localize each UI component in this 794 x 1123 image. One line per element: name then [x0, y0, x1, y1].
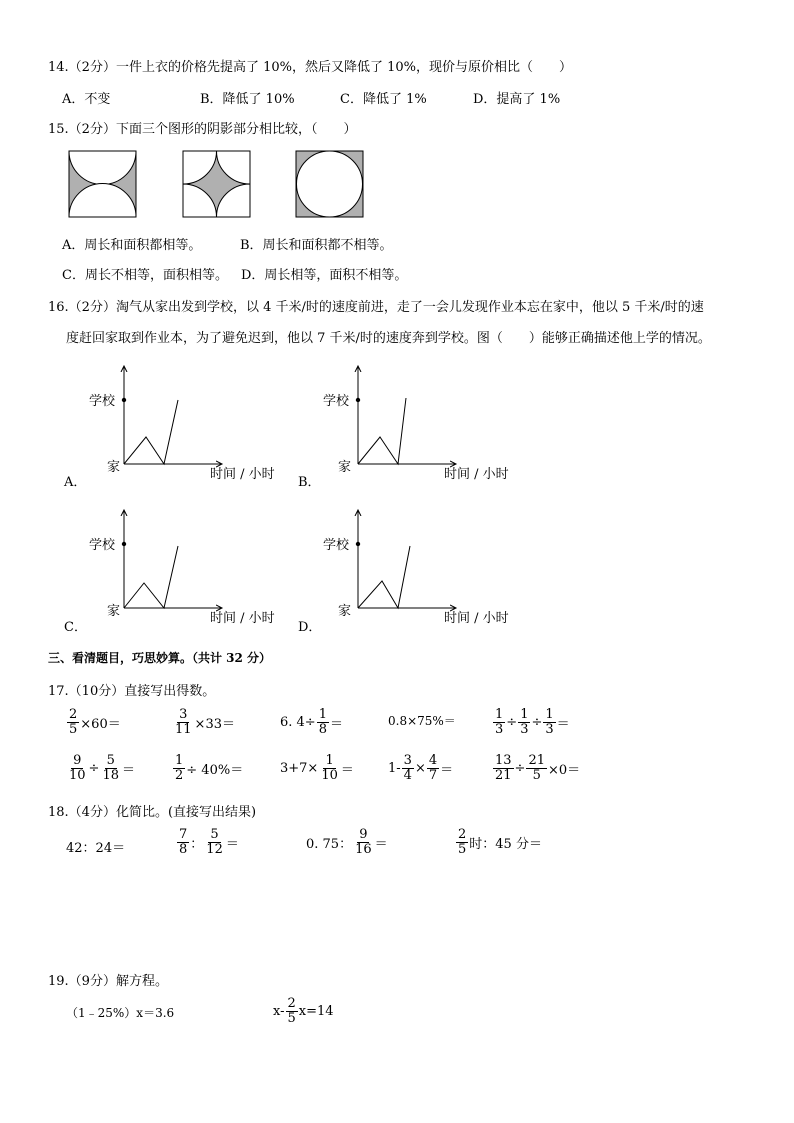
q17-r2-a: $\frac{9}{10}$ ÷ $\frac{5}{18}$ ＝: [69, 753, 136, 783]
q15-option-c: C．周长不相等，面积相等。: [62, 268, 228, 283]
q15-option-b: B．周长和面积都不相等。: [240, 238, 393, 253]
graph-a-origin-label: 家: [107, 460, 121, 475]
q17-r1-a: $\frac{2}{5}$ ×60＝: [69, 707, 121, 737]
figure-four-quarter-circles: [182, 150, 252, 218]
q19-b: x- $\frac{2}{5}$ x=14: [273, 996, 334, 1026]
q14-option-c: C．降低了 1%: [340, 92, 427, 107]
q17-r2-e: $\frac{13}{21}$ ÷ $\frac{21}{5}$ ×0＝: [495, 753, 581, 783]
graph-a-y-label: 学校: [89, 394, 116, 409]
q19-stem: 19.（9分）解方程。: [48, 974, 168, 989]
q17-r2-b: $\frac{1}{2}$ ÷ 40%＝: [175, 753, 244, 783]
q14-stem: 14.（2分）一件上衣的价格先提高了 10%，然后又降低了 10%，现价与原价相比（ ）: [48, 60, 572, 75]
graph-b-x-label: 时间 / 小时: [444, 467, 509, 482]
q17-r1-d: 0.8×75%＝: [388, 714, 456, 728]
q17-r1-e: $\frac{1}{3}$ ÷ $\frac{1}{3}$ ÷ $\frac{1}{3}$ ＝: [495, 707, 570, 737]
q14-option-b: B．降低了 10%: [200, 92, 295, 107]
graph-d: [320, 502, 540, 632]
graph-c-option-label: C．: [64, 620, 87, 635]
graph-d-y-label: 学校: [323, 538, 350, 553]
q15-option-a: A．周长和面积都相等。: [62, 238, 202, 253]
graph-d-x-label: 时间 / 小时: [444, 611, 509, 626]
graph-a: [86, 358, 306, 488]
q17-r2-d: 1- $\frac{3}{4}$ × $\frac{4}{7}$ ＝: [388, 753, 454, 783]
graph-d-origin-label: 家: [338, 604, 352, 619]
graph-c-origin-label: 家: [107, 604, 121, 619]
graph-c-y-label: 学校: [89, 538, 116, 553]
q15-stem: 15.（2分）下面三个图形的阴影部分相比较，（ ）: [48, 122, 357, 137]
q14-option-d: D．提高了 1%: [473, 92, 561, 107]
graph-b-option-label: B．: [298, 475, 321, 490]
figure-two-semicircles: [68, 150, 138, 218]
graph-b-y-label: 学校: [323, 394, 350, 409]
q17-r2-c: 3+7× $\frac{1}{10}$ ＝: [280, 753, 354, 783]
q17-r1-c: 6. 4÷ $\frac{1}{8}$ ＝: [280, 707, 343, 737]
q17-stem: 17.（10分）直接写出得数。: [48, 684, 216, 699]
graph-c-x-label: 时间 / 小时: [210, 611, 275, 626]
q18-a: 42：24＝: [66, 841, 126, 856]
figure-inscribed-circle: [295, 150, 365, 218]
q14-option-a: A．不变: [62, 92, 111, 107]
q15-option-d: D．周长相等，面积不相等。: [241, 268, 408, 283]
q18-d: $\frac{2}{5}$ 时：45 分＝: [458, 827, 542, 857]
graph-b: [320, 358, 540, 488]
section-3-heading: 三、看清题目，巧思妙算。（共计 32 分）: [48, 651, 272, 665]
q18-stem: 18.（4分）化简比。(直接写出结果): [48, 805, 257, 820]
q18-b: $\frac{7}{8}$ ： $\frac{5}{12}$ ＝: [179, 827, 239, 857]
graph-a-option-label: A．: [64, 475, 87, 490]
graph-d-option-label: D．: [298, 620, 322, 635]
graph-c: [86, 502, 306, 632]
q16-line1: 16.（2分）淘气从家出发到学校，以 4 千米/时的速度前进，走了一会儿发现作业本忘在家中，他以 5 千米/时的速: [48, 300, 704, 315]
q17-r1-b: $\frac{3}{11}$ ×33＝: [175, 707, 235, 737]
q18-c: 0. 75： $\frac{9}{16}$ ＝: [306, 827, 388, 857]
graph-a-x-label: 时间 / 小时: [210, 467, 275, 482]
q19-a: （1﹣25%）x＝3.6: [66, 1006, 175, 1020]
graph-b-origin-label: 家: [338, 460, 352, 475]
q16-line2: 度赶回家取到作业本，为了避免迟到，他以 7 千米/时的速度奔到学校。图（ ）能够正确描述他上学的情况。: [66, 331, 711, 346]
